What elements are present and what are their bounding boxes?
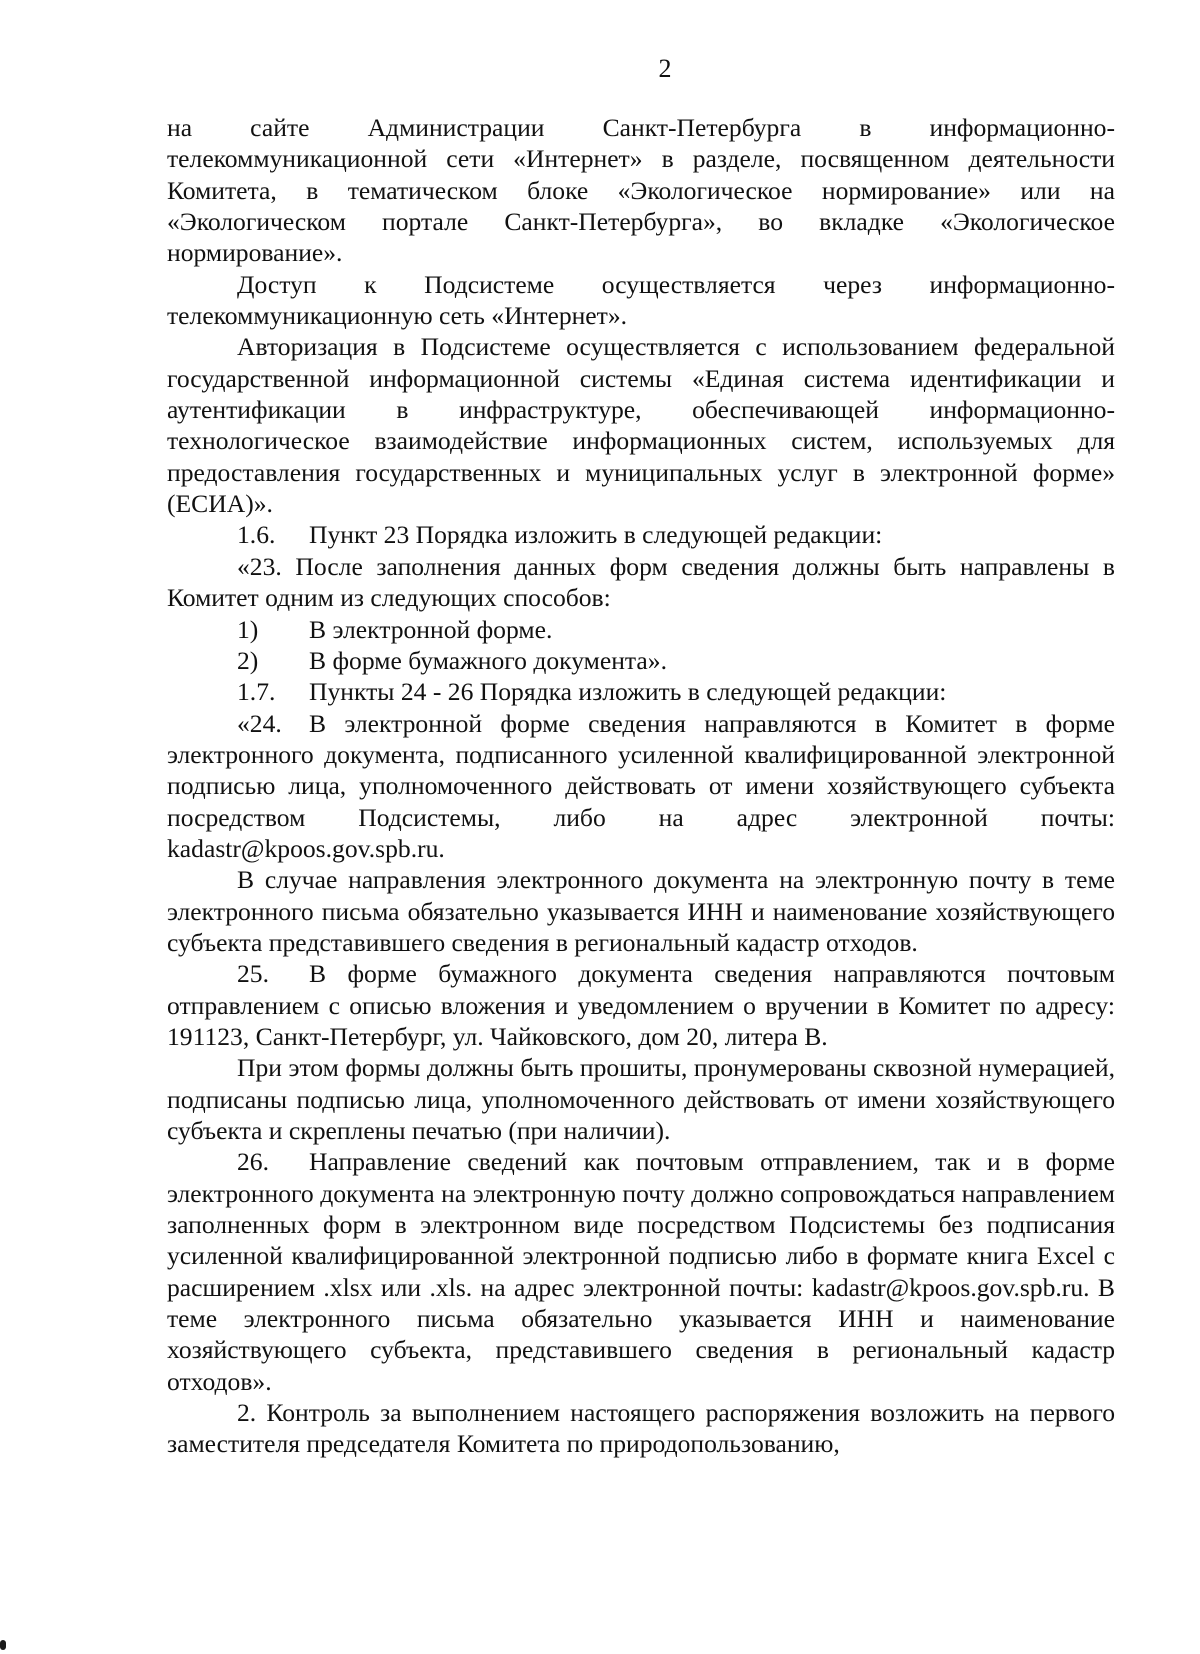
item-number: «24. [237, 708, 282, 738]
item-text: В электронной форме сведения направляются в Комитет в форме электронного документа, подписанного усиленной квалифицированной электронной подписью лица, уполномоченного действовать от имени хозяйствующего субъекта посредством Подсистемы, либо на адрес электронной почты: kadastr@kpoos.gov.spb.ru. [167, 708, 1115, 863]
page-number: 2 [658, 54, 672, 83]
item-number: 1.6. [237, 520, 276, 550]
document-body [167, 112, 1115, 1460]
item-text: Пункты 24 - 26 Порядка изложить в следующей редакции: [309, 677, 947, 707]
paragraph-control: 2. Контроль за выполнением настоящего распоряжения возложить на первого заместителя председателя Комитета по природопользованию, [167, 1398, 1115, 1459]
paragraph-clause-23: «23. После заполнения данных форм сведения должны быть направлены в Комитет одним из следующих способов: [167, 551, 1115, 613]
item-number: 1.7. [237, 677, 276, 707]
paragraph-item-1-7 [167, 676, 1115, 707]
item-text: Направление сведений как почтовым отправлением, так и в форме электронного документа на электронную почту должно сопровождаться направлением заполненных форм в электронном виде посредством Подсистемы без подписания усиленной квалифицированной электронной подписью либо в формате книга Excel с расширением .xlsx или .xls. на адрес электронной почты: kadastr@kpoos.gov.spb.ru. В теме электронного письма обязательно указывается ИНН и наименование хозяйствующего субъекта, представившего сведения в региональный кадастр отходов». [167, 1147, 1115, 1396]
item-text: В форме бумажного документа сведения направляются почтовым отправлением с описью вложения и уведомлением о вручении в Комитет по адресу: 191123, Санкт-Петербург, ул. Чайковского, дом 20, литера В. [167, 959, 1115, 1051]
list-item-1 [167, 614, 1115, 645]
item-number: 1) [237, 614, 259, 644]
paragraph-subsystem-access: Доступ к Подсистеме осуществляется через информационно-телекоммуникационную сеть «Интернет». [167, 269, 1115, 331]
paragraph-clause-24 [167, 708, 1115, 865]
list-item-2 [167, 645, 1115, 676]
item-text: Пункт 23 Порядка изложить в следующей редакции: [309, 520, 883, 550]
item-number: 2) [237, 645, 259, 675]
paragraph-website-location: на сайте Администрации Санкт-Петербурга в информационно-телекоммуникационной сети «Интернет» в разделе, посвященном деятельности Комитета, в тематическом блоке «Экологическое нормирование» или на «Экологическом портале Санкт-Петербурга», во вкладке «Экологическое нормирование». [167, 113, 1115, 268]
item-number: 26. [237, 1147, 269, 1177]
paragraph-clause-26 [167, 1146, 1115, 1397]
item-text: В электронной форме. [309, 614, 553, 644]
item-number: 25. [237, 959, 269, 989]
scan-artifact-mark [0, 1640, 6, 1650]
paragraph-forms-binding: При этом формы должны быть прошиты, пронумерованы сквозной нумерацией, подписаны подписью лица, уполномоченного действовать от имени хозяйствующего субъекта и скреплены печатью (при наличии). [167, 1053, 1115, 1145]
paragraph-authorization: Авторизация в Подсистеме осуществляется с использованием федеральной государственной информационной системы «Единая система идентификации и аутентификации в инфраструктуре, обеспечивающей информационно-технологическое взаимодействие информационных систем, используемых для предоставления государственных и муниципальных услуг в электронной форме» (ЕСИА)». [167, 332, 1115, 519]
paragraph-item-1-6 [167, 519, 1115, 550]
paragraph-email-subject: В случае направления электронного документа на электронную почту в теме электронного письма обязательно указывается ИНН и наименование хозяйствующего субъекта представившего сведения в региональный кадастр отходов. [167, 865, 1115, 957]
paragraph-clause-25 [167, 958, 1115, 1052]
item-text: В форме бумажного документа». [309, 645, 667, 675]
